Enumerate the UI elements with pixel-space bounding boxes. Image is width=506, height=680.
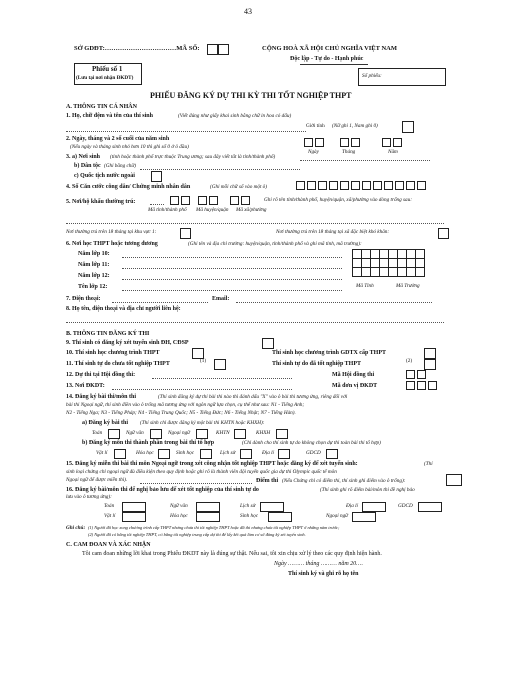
- ma-tinh-col-label: Mã Tỉnh: [356, 283, 374, 289]
- q15-diem-note: (Nếu Chứng chỉ có điểm thi, thí sinh ghi điểm vào ô trống):: [282, 478, 406, 484]
- q14b-li-box[interactable]: [114, 449, 126, 459]
- email-field[interactable]: [236, 302, 432, 303]
- ma-tinh-label: Mã tỉnh/thành phố: [148, 207, 187, 213]
- school-code-table[interactable]: [352, 249, 425, 277]
- q9-box[interactable]: [262, 338, 274, 349]
- ghi-chu-2: (2) Người đã có bằng tốt nghiệp THPT, có bằng tốt nghiệp trung cấp dự thi để lấy kết quả làm cơ sở đăng ký xét tuyển sinh.: [88, 532, 306, 537]
- q4-label: 4. Số Căn cước công dân/ Chứng minh nhân dân: [66, 184, 191, 190]
- q14b-su-label: Lịch sử: [220, 450, 236, 456]
- q14a-nn-label: Ngoại ngữ: [168, 430, 190, 436]
- q3a-note: (tỉnh hoặc thành phố trực thuộc Trung ương; sau đây viết tắt là tỉnh/thành phố): [110, 154, 276, 160]
- ma-so-box-2[interactable]: [218, 44, 229, 55]
- q8-label: 8. Họ tên, điện thoại và địa chỉ người liên hệ:: [66, 306, 181, 312]
- q16-toan-box[interactable]: [122, 502, 146, 512]
- q16-hoa-label: Hóa học: [170, 513, 188, 519]
- motto: Độc lập - Tự do - Hạnh phúc: [290, 56, 364, 62]
- q16-toan-label: Toán: [104, 503, 115, 509]
- ho-khau-field[interactable]: [150, 204, 164, 205]
- q11-box[interactable]: [214, 359, 226, 370]
- q3a-label: 3. a) Nơi sinh: [66, 154, 100, 160]
- khu-vuc1-box[interactable]: [180, 228, 191, 239]
- q16-note: (Thí sinh ghi rõ điểm bài/môn thi đề nghị bảo: [320, 487, 415, 493]
- ma-huyen-boxes[interactable]: [198, 196, 220, 205]
- so-gddt-label: SỞ GDĐT:……………………………MÃ SỐ:: [74, 45, 200, 52]
- q3c-label: c) Quốc tịch nước ngoài: [74, 173, 135, 179]
- q14a-khxh-box[interactable]: [276, 429, 288, 439]
- q15-label: 15. Đăng ký miễn thi bài thi môn Ngoại ngữ trong xét công nhận tốt nghiệp THPT hoặc đăng ký để xét tuyển sinh:: [66, 461, 358, 467]
- ten-lop12-field[interactable]: [122, 290, 342, 291]
- q14a-note: (Thí sinh chỉ được đăng ký một bài thi KHTN hoặc KHXH):: [140, 420, 265, 426]
- q15-note2: sinh loại chứng chỉ ngoại ngữ đủ điều kiện theo quy định hoặc ghi rõ là thành viên đội tuyển quốc gia dự thi Olympic quốc tế môn: [66, 469, 337, 475]
- q6-label: 6. Nơi học THPT hoặc tương đương: [66, 241, 158, 247]
- q14-note2: bài thi Ngoại ngữ, thí sinh điền vào ô trống mã tương ứng với ngôn ngữ lựa chọn, cụ thể như sau: N1 - Tiếng Anh;: [66, 402, 305, 408]
- ghi-chu-label: Ghi chú:: [66, 525, 86, 531]
- dob-month-boxes[interactable]: [340, 138, 362, 147]
- q16-van-box[interactable]: [196, 502, 220, 512]
- q10b-box[interactable]: [424, 348, 436, 359]
- q16-dia-label: Địa lí: [346, 503, 358, 509]
- q14a-khtn-label: KHTN: [216, 430, 230, 436]
- q14b-hoa-box[interactable]: [158, 449, 170, 459]
- q16-note2: lưu vào ô tương ứng):: [66, 494, 112, 500]
- noi-sinh-field[interactable]: [300, 160, 430, 161]
- q16-dia-box[interactable]: [362, 502, 386, 512]
- sign-label: Thí sinh ký và ghi rõ họ tên: [288, 571, 359, 577]
- ghi-chu-1: (1) Người đã học xong chương trình cấp THPT nhưng chưa thi tốt nghiệp THPT hoặc đã thi nhưng chưa tốt nghiệp THPT ở những năm trước;: [88, 525, 340, 530]
- q4-note: (Ghi mỗi chữ số vào một ô): [210, 184, 268, 190]
- q15-diem-label: Điểm thi: [256, 478, 279, 484]
- dob-day-boxes[interactable]: [304, 138, 326, 147]
- q13-field[interactable]: [112, 389, 292, 390]
- q13-label: 13. Nơi ĐKDT:: [66, 383, 105, 389]
- q12b-label: Mã Hội đồng thi: [332, 372, 375, 378]
- ma-truong-col-label: Mã Trường: [396, 283, 420, 289]
- phone-field[interactable]: [112, 302, 208, 303]
- gender-label: Giới tính: [306, 123, 325, 129]
- q14-note1: (Thí sinh đăng ký dự thi bài thi nào thì đánh dấu "X" vào ô bài thi tương ứng, riêng đối với: [158, 394, 348, 400]
- q14a-khtn-box[interactable]: [234, 429, 246, 439]
- q14a-nn-box[interactable]: [196, 429, 208, 439]
- q14b-gdcd-box[interactable]: [326, 449, 338, 459]
- q5-label: 5. Nơi/hộ khẩu thường trú:: [66, 199, 136, 205]
- q14b-sinh-box[interactable]: [200, 449, 212, 459]
- q16-nn-label: Ngoại ngữ: [326, 513, 348, 519]
- q16-gdcd-box[interactable]: [418, 502, 442, 512]
- q15-field[interactable]: [140, 483, 252, 484]
- fullname-field[interactable]: [66, 131, 306, 132]
- q16-li-box[interactable]: [122, 512, 146, 522]
- lop11-field[interactable]: [122, 268, 342, 269]
- q16-hoa-box[interactable]: [196, 512, 220, 522]
- sign-date: Ngày ……… tháng ……… năm 20….: [274, 561, 364, 567]
- khu-vuc1-label: Nơi thường trú trên 18 tháng tại khu vực 1:: [66, 229, 157, 235]
- q1-label: 1. Họ, chữ đệm và tên của thí sinh: [66, 113, 153, 119]
- q14b-su-box[interactable]: [240, 449, 252, 459]
- q14-label: 14. Đăng ký bài thi/môn thi: [66, 394, 137, 400]
- q2-label: 2. Ngày, tháng và 2 số cuối của năm sinh: [66, 136, 170, 142]
- q14a-label: a) Đăng ký bài thi: [82, 420, 129, 426]
- section-a-heading: A. THÔNG TIN CÁ NHÂN: [66, 104, 137, 110]
- lop11-label: Năm lớp 11:: [78, 262, 110, 268]
- q14a-khxh-label: KHXH: [256, 430, 271, 436]
- q12-label: 12. Dự thi tại Hội đồng thi:: [66, 372, 136, 378]
- q11-sup: (1): [200, 358, 207, 364]
- section-c-heading: C. CAM ĐOAN VÀ XÁC NHẬN: [66, 542, 151, 548]
- form-title: PHIẾU ĐĂNG KÝ DỰ THI KỲ THI TỐT NGHIỆP THPT: [150, 91, 352, 100]
- q16-sinh-box[interactable]: [268, 512, 292, 522]
- q14b-dia-label: Địa lí: [262, 450, 274, 456]
- q14b-label: b) Đăng ký môn thi thành phần trong bài thi tổ hợp: [82, 440, 215, 446]
- quoc-tich-box[interactable]: [151, 171, 162, 182]
- phieu-so-label: Phiếu số 1: [92, 65, 123, 73]
- q14a-toan-box[interactable]: [108, 429, 120, 439]
- thang-label: Tháng: [342, 149, 356, 155]
- signature-area[interactable]: [270, 584, 400, 624]
- q9-label: 9. Thí sinh có đăng ký xét tuyển sinh ĐH, CĐSP: [66, 340, 189, 346]
- cam-doan-text: Tôi cam đoan những lời khai trong Phiếu ĐKDT này là đúng sự thật. Nếu sai, tôi xin chịu xử lý theo các quy định hiện hành.: [82, 551, 382, 557]
- page-number: 43: [244, 7, 252, 16]
- q15-note3: Ngoại ngữ để được miễn thi).: [66, 477, 128, 483]
- gender-note: (Nữ ghi 1, Nam ghi 0): [332, 123, 378, 129]
- q14a-van-box[interactable]: [150, 429, 162, 439]
- q11b-sup: (2): [406, 358, 413, 364]
- motto-underline: [300, 64, 368, 65]
- contact-field[interactable]: [66, 322, 444, 323]
- q7-label: 7. Điện thoại:: [66, 296, 101, 302]
- q6-note: (Ghi tên và địa chỉ trường: huyện/quận, tỉnh/thành phố và ghi mã tỉnh, mã trường):: [188, 241, 362, 247]
- ngay-label: Ngày: [308, 149, 319, 155]
- q2-note: (Nếu ngày và tháng sinh nhỏ hơn 10 thì ghi số 0 ở ô đầu): [70, 144, 189, 150]
- khu-vuc2-label: Nơi thường trú trên 18 tháng tại xã đặc biệt khó khăn:: [276, 229, 390, 235]
- gender-box[interactable]: [402, 121, 414, 133]
- q16-sinh-label: Sinh học: [240, 513, 259, 519]
- q10-label: 10. Thí sinh học chương trình THPT: [66, 350, 160, 356]
- q15-note1: (Thí: [424, 461, 433, 467]
- q15-diem-box[interactable]: [446, 474, 462, 486]
- dob-year-boxes[interactable]: [382, 138, 404, 147]
- q16-nn-box[interactable]: [352, 512, 376, 522]
- q14a-toan-label: Toán: [92, 430, 103, 436]
- q16-gdcd-label: GDCD: [398, 503, 413, 509]
- email-label: Email:: [212, 296, 230, 302]
- q14b-note: (Chỉ dành cho thí sinh tự do không chọn dự thi toàn bài thi tổ hợp): [242, 440, 381, 446]
- ten-lop12-label: Tên lớp 12:: [78, 284, 108, 290]
- q3b-note: (Ghi bằng chữ): [104, 163, 136, 169]
- ma-huyen-label: Mã huyện/quận: [196, 207, 229, 213]
- lop10-field[interactable]: [122, 257, 342, 258]
- ma-tinh-boxes[interactable]: [170, 196, 192, 205]
- q10b-label: Thí sinh học chương trình GDTX cấp THPT: [272, 350, 387, 356]
- dan-toc-field[interactable]: [140, 169, 300, 170]
- q16-su-box[interactable]: [260, 502, 284, 512]
- q16-li-label: Vật lí: [104, 513, 116, 519]
- lop12-field[interactable]: [122, 279, 342, 280]
- cccd-boxes[interactable]: [296, 181, 428, 190]
- ma-xa-boxes[interactable]: [230, 196, 252, 205]
- q14b-hoa-label: Hóa học: [136, 450, 154, 456]
- q13-code-boxes[interactable]: [406, 381, 439, 390]
- q14a-van-label: Ngữ văn: [126, 430, 144, 436]
- q16-van-label: Ngữ văn: [170, 503, 188, 509]
- lop10-label: Năm lớp 10:: [78, 251, 110, 257]
- section-b-heading: B. THÔNG TIN ĐĂNG KÝ THI: [66, 331, 150, 337]
- q14b-sinh-label: Sinh học: [176, 450, 195, 456]
- q11b-box[interactable]: [424, 359, 436, 370]
- nam-label: Năm: [388, 149, 398, 155]
- q16-label: 16. Đăng ký bài/môn thi để nghị bảo lưu để xét tốt nghiệp của thí sinh tự do: [66, 487, 259, 493]
- so-phieu-label: Số phiếu:: [362, 73, 382, 79]
- q13b-label: Mã đơn vị ĐKDT: [332, 383, 378, 389]
- q14b-dia-box[interactable]: [278, 449, 290, 459]
- q11-label: 11. Thí sinh tự do chưa tốt nghiệp THPT: [66, 361, 170, 367]
- q14-note3: N2 - Tiếng Nga; N3 - Tiếng Pháp; N4 - Tiếng Trung Quốc; N5 - Tiếng Đức; N6 - Tiếng Nhật; N7 - Tiếng Hàn).: [66, 410, 296, 416]
- q1-note: (Viết đúng như giấy khai sinh bằng chữ in hoa có dấu): [178, 113, 292, 119]
- q12-code-boxes[interactable]: [406, 370, 428, 379]
- khu-vuc2-box[interactable]: [438, 228, 449, 239]
- ma-so-box-1[interactable]: [207, 44, 218, 55]
- q16-su-label: Lịch sử: [240, 503, 256, 509]
- q11b-label: Thí sinh tự do đã tốt nghiệp THPT: [272, 361, 362, 367]
- ho-khau-detail-field[interactable]: [66, 223, 444, 224]
- phieu-so-note: (Lưu tại nơi nhận ĐKDT): [76, 75, 134, 81]
- q5-note: Ghi rõ tên tỉnh/thành phố, huyện/quận, xã/phường vào dòng trống sau:: [264, 197, 412, 203]
- q14b-gdcd-label: GDCD: [306, 450, 321, 456]
- country-name: CỘNG HOÀ XÃ HỘI CHỦ NGHĨA VIỆT NAM: [262, 45, 398, 52]
- q12-field[interactable]: [152, 378, 292, 379]
- q14b-li-label: Vật lí: [96, 450, 108, 456]
- lop12-label: Năm lớp 12:: [78, 273, 110, 279]
- q3b-label: b) Dân tộc: [74, 163, 101, 169]
- ma-xa-label: Mã xã/phường: [236, 207, 267, 213]
